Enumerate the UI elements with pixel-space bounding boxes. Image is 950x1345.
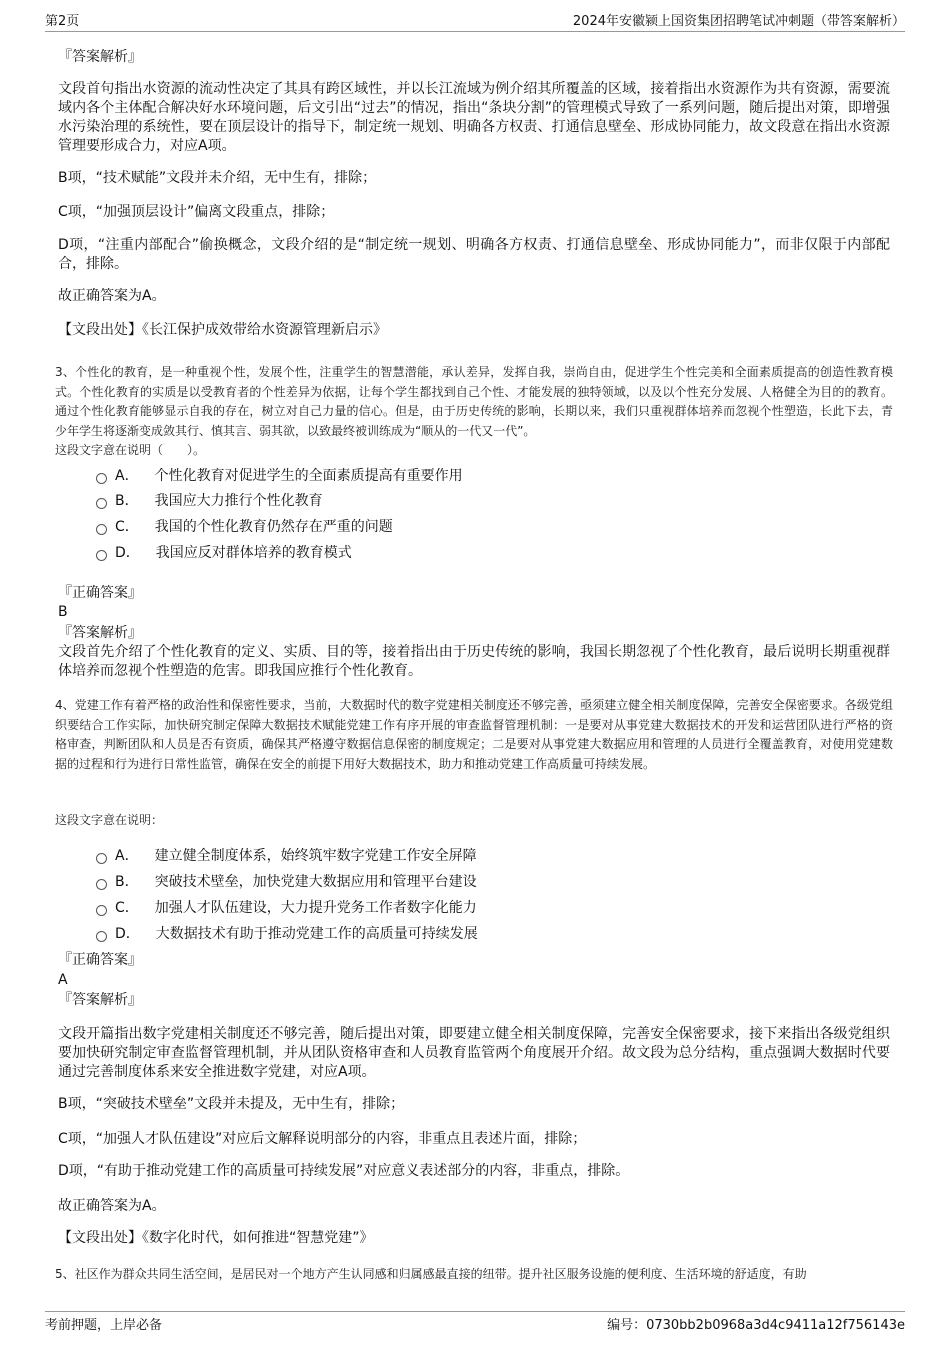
- q3-option-d[interactable]: [96, 544, 352, 562]
- option-text: 建立健全制度体系，始终筑牢数字党建工作安全屏障: [154, 848, 477, 864]
- q2-analysis-label: 『答案解析』: [58, 49, 142, 65]
- q4-option-c[interactable]: [96, 899, 477, 917]
- q3-option-a[interactable]: [96, 467, 463, 485]
- option-letter: D．: [115, 545, 140, 561]
- q2-option-b-analysis: B项，“技术赋能”文段并未介绍，无中生有，排除；: [58, 170, 377, 186]
- q2-source: 【文段出处】《长江保护成效带给水资源管理新启示》: [58, 322, 387, 338]
- q4-conclusion: 故正确答案为A。: [58, 1198, 166, 1214]
- option-letter: B．: [115, 493, 139, 509]
- q3-analysis: 文段首先介绍了个性化教育的定义、实质、目的等，接着指出由于历史传统的影响，我国长期忽视了个性化教育，最后说明长期重视群体培养而忽视个性塑造的危害。即我国应推行个性化教育。: [58, 644, 890, 679]
- radio-button[interactable]: [96, 473, 107, 484]
- q4-analysis: 文段开篇指出数字党建相关制度还不够完善，随后提出对策，即要建立健全相关制度保障，完善安全保密要求，接下来指出各级党组织要加快研究制定审查监督管理机制，并从团队资格审查和人员教育监管两个角度展开介绍。故文段为总分结构，重点强调大数据时代要通过完善制度体系来安全推进数字党建，对应A项。: [58, 1026, 890, 1080]
- q3-answer: B: [58, 604, 68, 620]
- option-text: 我国应大力推行个性化教育: [154, 493, 323, 509]
- document-id: 编号：0730bb2b0968a3d4c9411a12f756143e: [607, 1318, 905, 1333]
- q4-option-a[interactable]: [96, 847, 477, 865]
- q4-prompt: 这段文字意在说明：: [55, 813, 164, 827]
- option-text: 个性化教育对促进学生的全面素质提高有重要作用: [154, 468, 463, 484]
- q4-option-d[interactable]: [96, 925, 478, 943]
- q2-option-c-analysis: C项，“加强顶层设计”偏离文段重点，排除；: [58, 204, 335, 220]
- option-letter: D．: [115, 926, 140, 942]
- q3-option-c[interactable]: [96, 518, 393, 536]
- q4-answer-label: 『正确答案』: [58, 952, 142, 968]
- footer-divider: [45, 1311, 905, 1312]
- q3-stem: 3、个性化的教育，是一种重视个性，发展个性，注重学生的智慧潜能，承认差异，发挥自我，崇尚自由，促进学生个性完美和全面素质提高的创造性教育模式。个性化教育的实质是以受教育者的个性差异为依据，让每个学生都找到自己个性、才能发展的独特领域，以及以个性充分发展、人格健全为目的的教育。通过个性化教育能够显示自我的存在，树立对自己力量的信心。但是，由于历史传统的影响，长期以来，我们只重视群体培养而忽视个性塑造，长此下去，青少年学生将逐渐变成敛其行、慎其言、弱其欲，以致最终被训练成为“顺从的一代又一代”。: [55, 365, 893, 438]
- radio-button[interactable]: [96, 853, 107, 864]
- document-title: 2024年安徽颍上国资集团招聘笔试冲刺题（带答案解析）: [572, 14, 905, 29]
- q4-option-b-analysis: B项，“突破技术壁垒”文段并未提及，无中生有，排除；: [58, 1096, 405, 1112]
- footer-slogan: 考前押题，上岸必备: [45, 1318, 163, 1333]
- q4-analysis-label: 『答案解析』: [58, 992, 142, 1008]
- q4-source: 【文段出处】《数字化时代，如何推进“智慧党建”》: [58, 1230, 374, 1246]
- option-letter: A．: [115, 848, 139, 864]
- radio-button[interactable]: [96, 550, 107, 561]
- q4-stem: 4、党建工作有着严格的政治性和保密性要求，当前，大数据时代的数字党建相关制度还不够完善，亟须建立健全相关制度保障，完善安全保密要求。各级党组织要结合工作实际，加快研究制定保障大数据技术赋能党建工作有序开展的审查监督管理机制：一是要对从事党建大数据技术的开发和运营团队进行严格的资格审查，判断团队和人员是否有资质，确保其严格遵守数据信息保密的制度规定；二是要对从事党建大数据应用和管理的人员进行全覆盖教育，对使用党建数据的过程和行为进行日常性监管，确保在安全的前提下用好大数据技术，助力和推动党建工作高质量可持续发展。: [55, 698, 893, 771]
- q3-option-b[interactable]: [96, 492, 323, 510]
- header-divider: [45, 31, 905, 32]
- q3-prompt: 这段文字意在说明（ ）。: [55, 443, 206, 457]
- option-text: 大数据技术有助于推动党建工作的高质量可持续发展: [155, 926, 478, 942]
- q4-option-c-analysis: C项，“加强人才队伍建设”对应后文解释说明部分的内容，非重点且表述片面，排除；: [58, 1131, 587, 1147]
- option-letter: B．: [115, 874, 139, 890]
- radio-button[interactable]: [96, 905, 107, 916]
- q2-conclusion: 故正确答案为A。: [58, 288, 166, 304]
- option-text: 我国应反对群体培养的教育模式: [155, 545, 352, 561]
- q5-stem: 5、社区作为群众共同生活空间，是居民对一个地方产生认同感和归属感最直接的纽带。提升社区服务设施的便利度、生活环境的舒适度，有助: [55, 1267, 807, 1281]
- option-letter: A．: [115, 468, 139, 484]
- q2-analysis: 文段首句指出水资源的流动性决定了其具有跨区域性，并以长江流域为例介绍其所覆盖的区域，接着指出水资源作为共有资源，需要流域内各个主体配合解决好水环境问题，后文引出“过去”的情况，指出“条块分割”的管理模式导致了一系列问题，随后提出对策，即增强水污染治理的系统性，要在顶层设计的指导下，制定统一规划、明确各方权责、打通信息壁垒、形成协同能力，故文段意在指出水资源管理要形成合力，对应A项。: [58, 81, 890, 154]
- option-text: 我国的个性化教育仍然存在严重的问题: [154, 519, 393, 535]
- option-letter: C．: [115, 519, 139, 535]
- option-text: 加强人才队伍建设，大力提升党务工作者数字化能力: [154, 900, 477, 916]
- q4-answer: A: [58, 972, 68, 988]
- q3-analysis-label: 『答案解析』: [58, 625, 142, 641]
- page-number: 第2页: [45, 14, 80, 29]
- radio-button[interactable]: [96, 498, 107, 509]
- radio-button[interactable]: [96, 879, 107, 890]
- q4-option-b[interactable]: [96, 873, 477, 891]
- option-text: 突破技术壁垒，加快党建大数据应用和管理平台建设: [154, 874, 477, 890]
- q4-option-d-analysis: D项，“有助于推动党建工作的高质量可持续发展”对应意义表述部分的内容，非重点，排除。: [58, 1163, 630, 1179]
- option-letter: C．: [115, 900, 139, 916]
- q3-answer-label: 『正确答案』: [58, 585, 142, 601]
- radio-button[interactable]: [96, 931, 107, 942]
- radio-button[interactable]: [96, 524, 107, 535]
- q2-option-d-analysis: D项，“注重内部配合”偷换概念，文段介绍的是“制定统一规划、明确各方权责、打通信息壁垒、形成协同能力”，而非仅限于内部配合，排除。: [58, 237, 890, 272]
